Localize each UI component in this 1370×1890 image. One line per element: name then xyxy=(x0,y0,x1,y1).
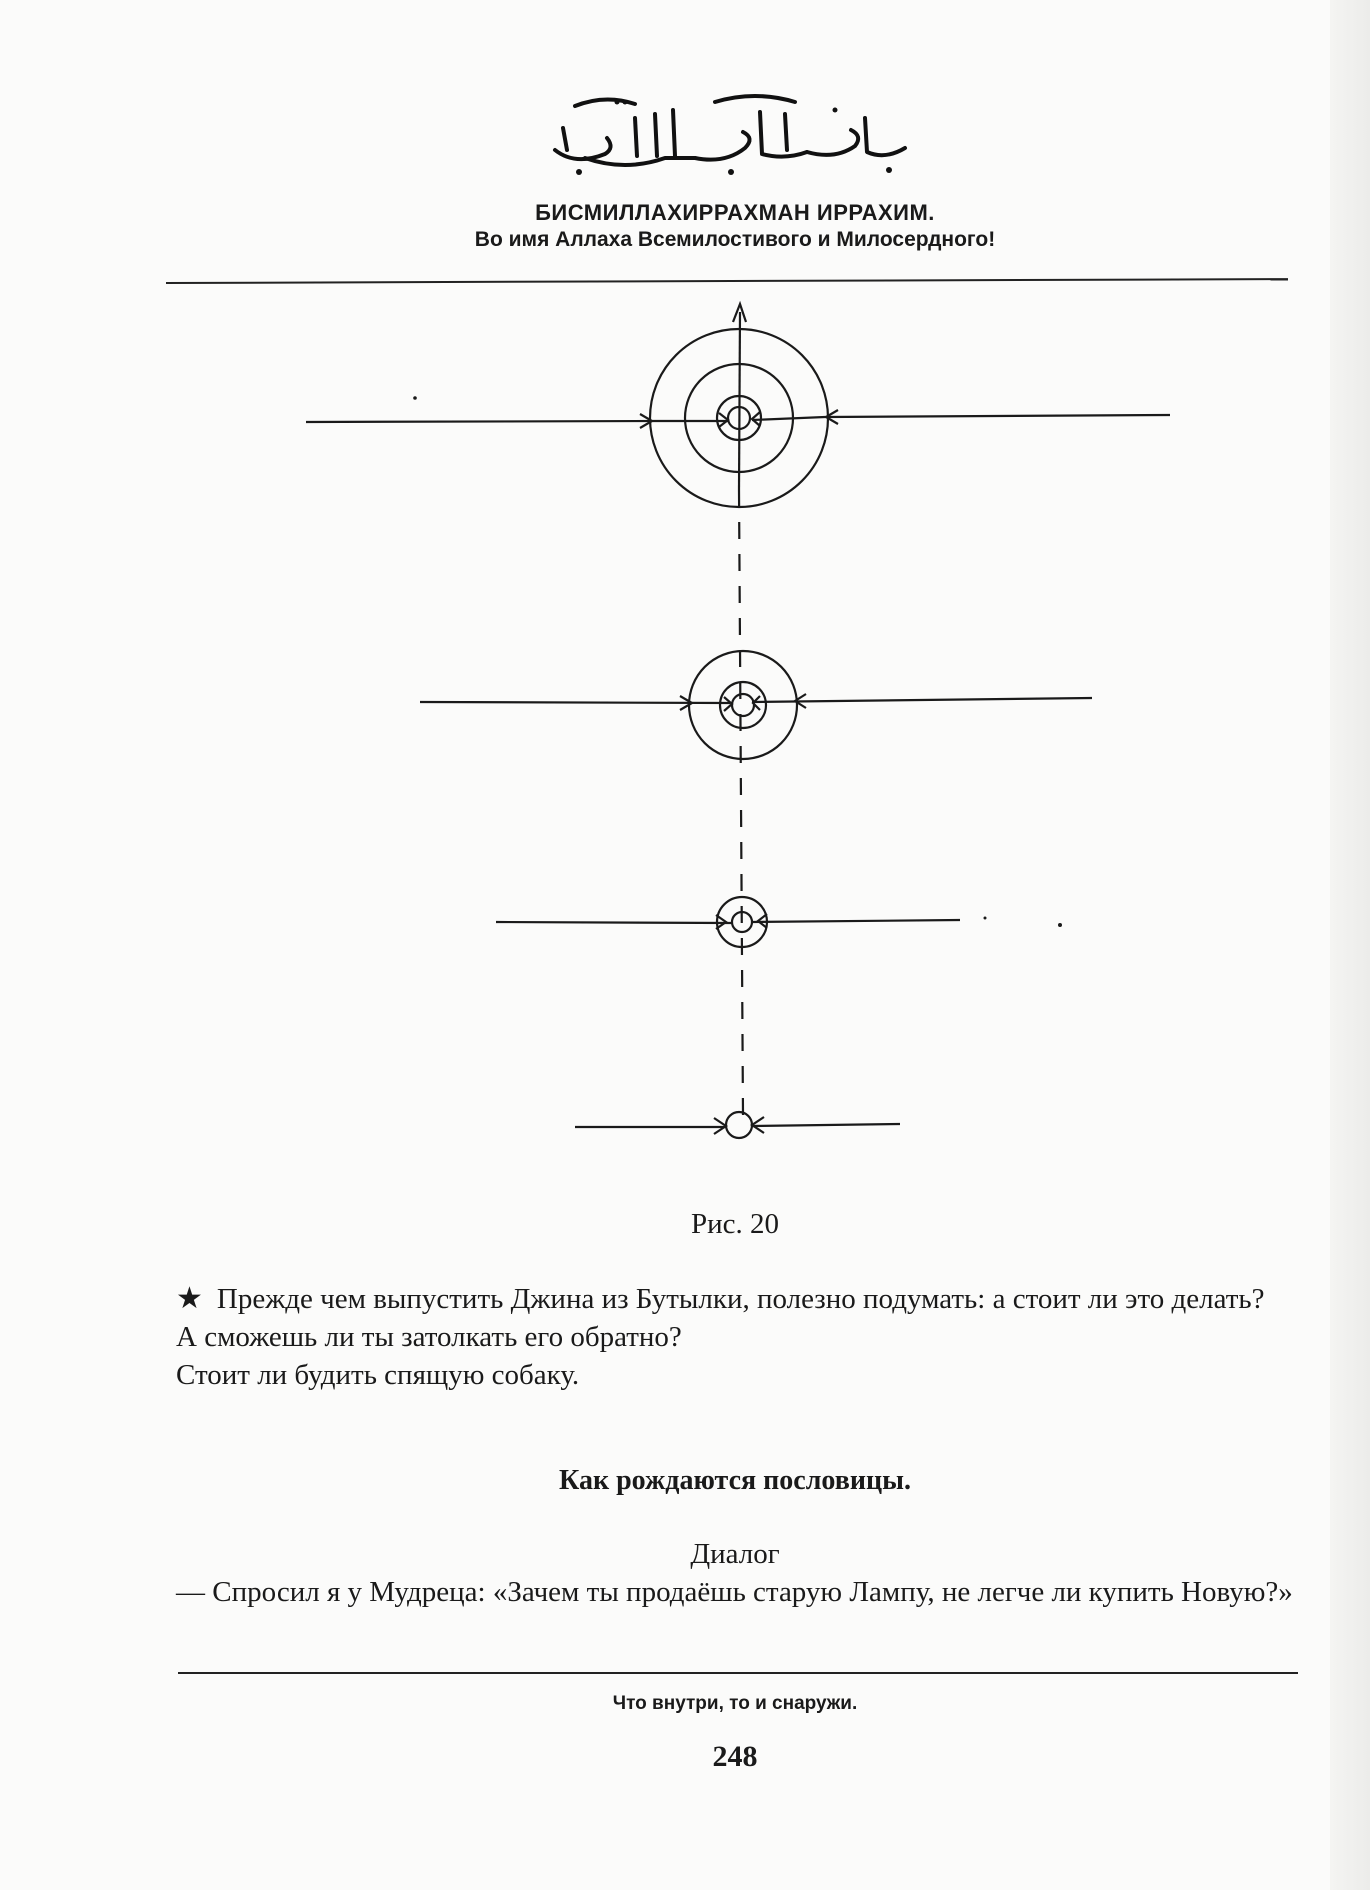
footer-rule xyxy=(178,1672,1298,1674)
footer-text: Что внутри, то и снаружи. xyxy=(612,1693,858,1714)
vertical-dashed-axis xyxy=(739,490,743,1115)
vertical-axis-top xyxy=(739,312,740,490)
paragraph-line-3: Стоит ли будить спящую собаку. xyxy=(176,1359,580,1391)
section-title: Как рождаются пословицы. xyxy=(559,1465,911,1496)
dialog-block xyxy=(176,1574,1296,1610)
paragraph-line-2: А сможешь ли ты затолкать его обратно? xyxy=(176,1321,682,1353)
figure-caption: Рис. 20 xyxy=(690,1208,780,1240)
circle-group-4 xyxy=(575,1112,900,1138)
paragraph-line-1 xyxy=(176,1281,1296,1317)
header-title: БИСМИЛЛАХИРРАХМАН ИРРАХИМ. xyxy=(535,200,935,225)
header-subtitle: Во имя Аллаха Всемилостивого и Милосердного! xyxy=(474,228,996,251)
circle-group-2 xyxy=(420,651,1092,759)
star-icon: ★ xyxy=(176,1281,203,1316)
page-number: 248 xyxy=(712,1740,758,1773)
dialog-text: — Спросил я у Мудреца: «Зачем ты продаёшь старую Лампу, не легче ли купить Новую?» xyxy=(176,1576,1293,1608)
paragraph-genie xyxy=(176,1281,1296,1393)
circle-group-3 xyxy=(496,897,960,947)
dialog-label: Диалог xyxy=(690,1538,780,1570)
paragraph-1-text: Прежде чем выпустить Джина из Бутылки, полезно подумать: а стоит ли это делать? xyxy=(216,1283,1265,1315)
